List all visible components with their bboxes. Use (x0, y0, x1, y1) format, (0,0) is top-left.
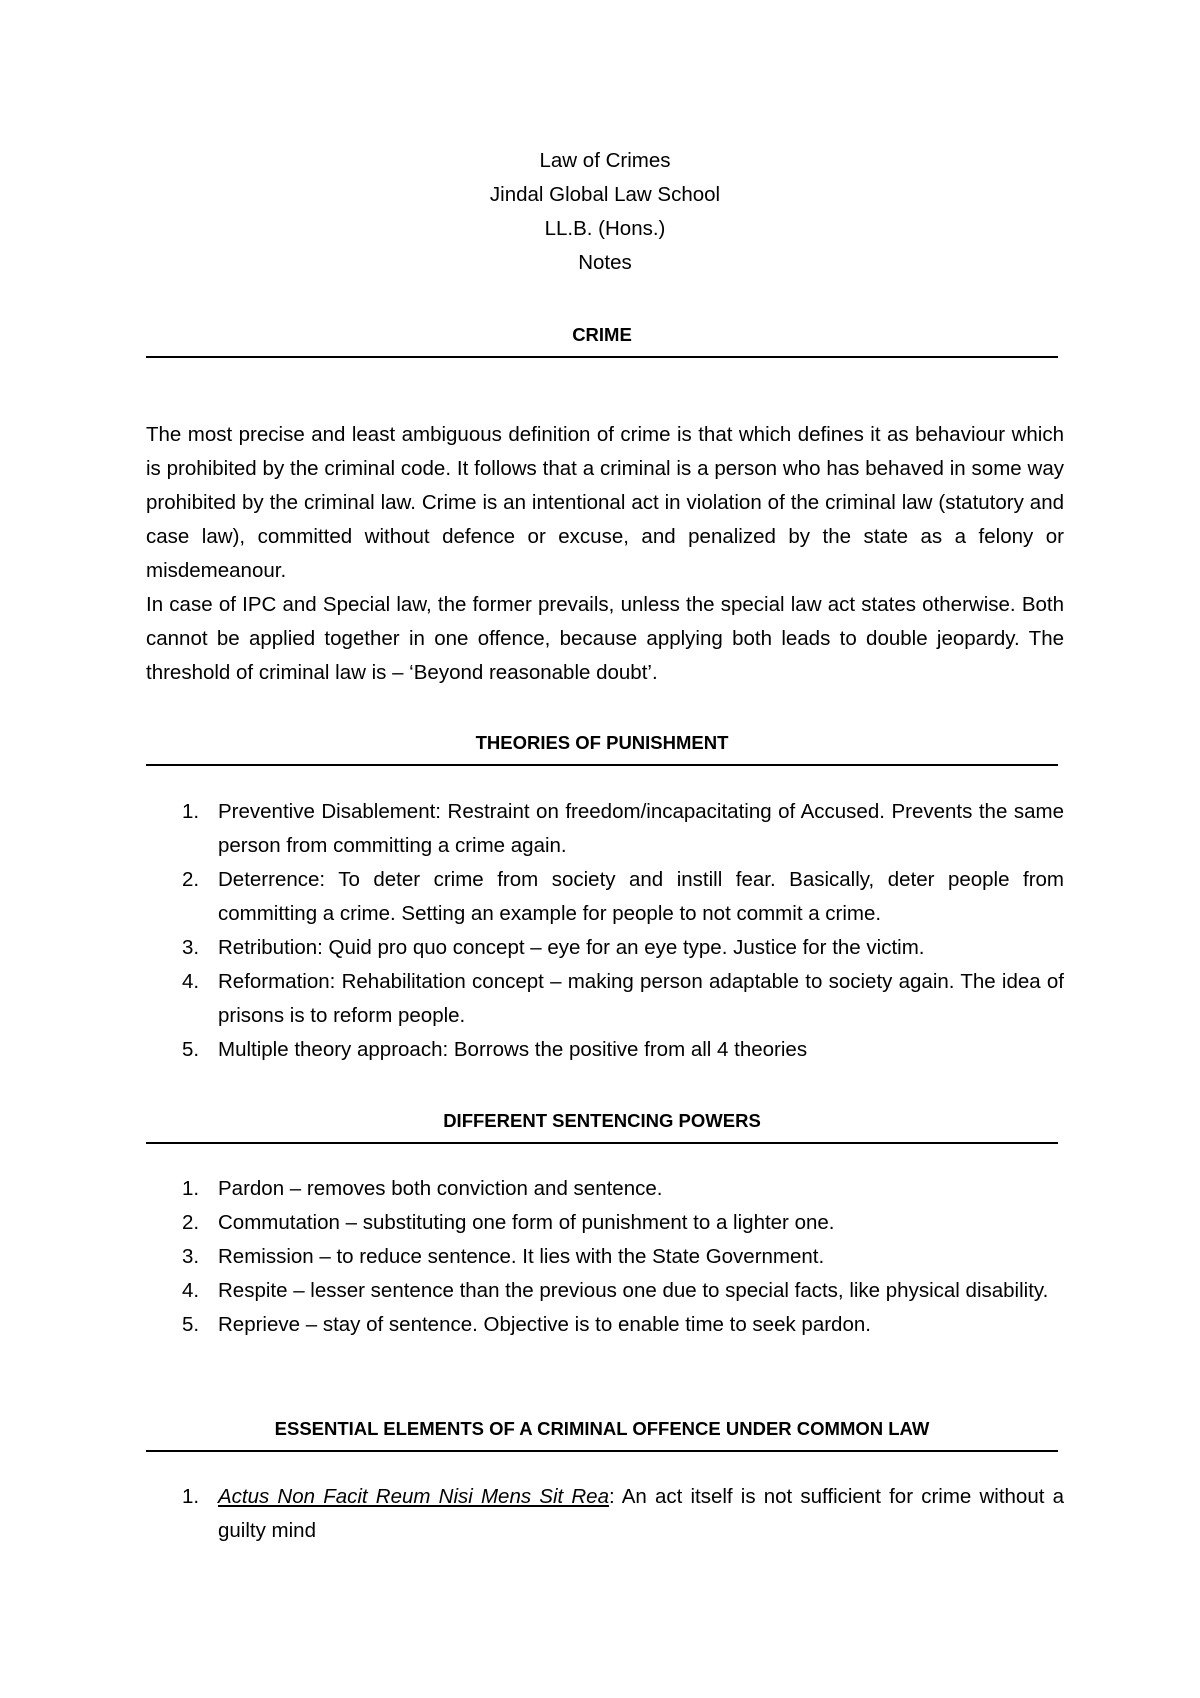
theories-list (146, 795, 1064, 1067)
sentencing-list (146, 1172, 1064, 1342)
title-block (146, 144, 1064, 280)
latin-maxim: Actus Non Facit Reum Nisi Mens Sit Rea (218, 1485, 609, 1508)
list-item: 4. Reformation: Rehabilitation concept – making person adaptable to society again. The idea of prisons is to reform people. (182, 970, 1064, 1027)
school-name: Jindal Global Law School (489, 183, 721, 206)
course-title: Law of Crimes (539, 149, 671, 172)
crime-section-body (146, 418, 1064, 690)
section-heading-sentencing: DIFFERENT SENTENCING POWERS (146, 1110, 1058, 1144)
list-item: 2. Commutation – substituting one form of punishment to a lighter one. (182, 1211, 835, 1234)
list-item: 5. Multiple theory approach: Borrows the positive from all 4 theories (182, 1038, 808, 1061)
list-item: 1. Actus Non Facit Reum Nisi Mens Sit Rea: An act itself is not sufficient for crime without a guilty mind (182, 1485, 1064, 1542)
list-item: 4. Respite – lesser sentence than the previous one due to special facts, like physical disability. (182, 1279, 1049, 1302)
list-item: 3. Retribution: Quid pro quo concept – eye for an eye type. Justice for the victim. (182, 936, 925, 959)
section-heading-theories: THEORIES OF PUNISHMENT (146, 732, 1058, 766)
list-item: 1. Pardon – removes both conviction and sentence. (182, 1177, 663, 1200)
list-item: 2. Deterrence: To deter crime from society and instill fear. Basically, deter people from committing a crime. Setting an example for people to not commit a crime. (182, 868, 1064, 925)
list-item: 1. Preventive Disablement: Restraint on freedom/incapacitating of Accused. Prevents the same person from committing a crime again. (182, 800, 1064, 857)
elements-list (146, 1480, 1064, 1548)
degree-name: LL.B. (Hons.) (544, 217, 666, 240)
section-heading-crime: CRIME (146, 324, 1058, 358)
document-type: Notes (578, 251, 632, 274)
document-page (146, 0, 1064, 1698)
crime-paragraph-2: In case of IPC and Special law, the former prevails, unless the special law act states otherwise. Both cannot be applied together in one offence, because applying both leads to double jeopardy. The threshold of criminal law is – ‘Beyond reasonable doubt’. (146, 593, 1064, 684)
crime-paragraph-1: The most precise and least ambiguous definition of crime is that which defines it as behaviour which is prohibited by the criminal code. It follows that a criminal is a person who has behaved in some way prohibited by the criminal law. Crime is an intentional act in violation of the criminal law (statutory and case law), committed without defence or excuse, and penalized by the state as a felony or misdemeanour. (146, 423, 1064, 582)
list-item: 3. Remission – to reduce sentence. It lies with the State Government. (182, 1245, 825, 1268)
section-heading-elements: ESSENTIAL ELEMENTS OF A CRIMINAL OFFENCE UNDER COMMON LAW (146, 1418, 1058, 1452)
list-item: 5. Reprieve – stay of sentence. Objective is to enable time to seek pardon. (182, 1313, 871, 1336)
